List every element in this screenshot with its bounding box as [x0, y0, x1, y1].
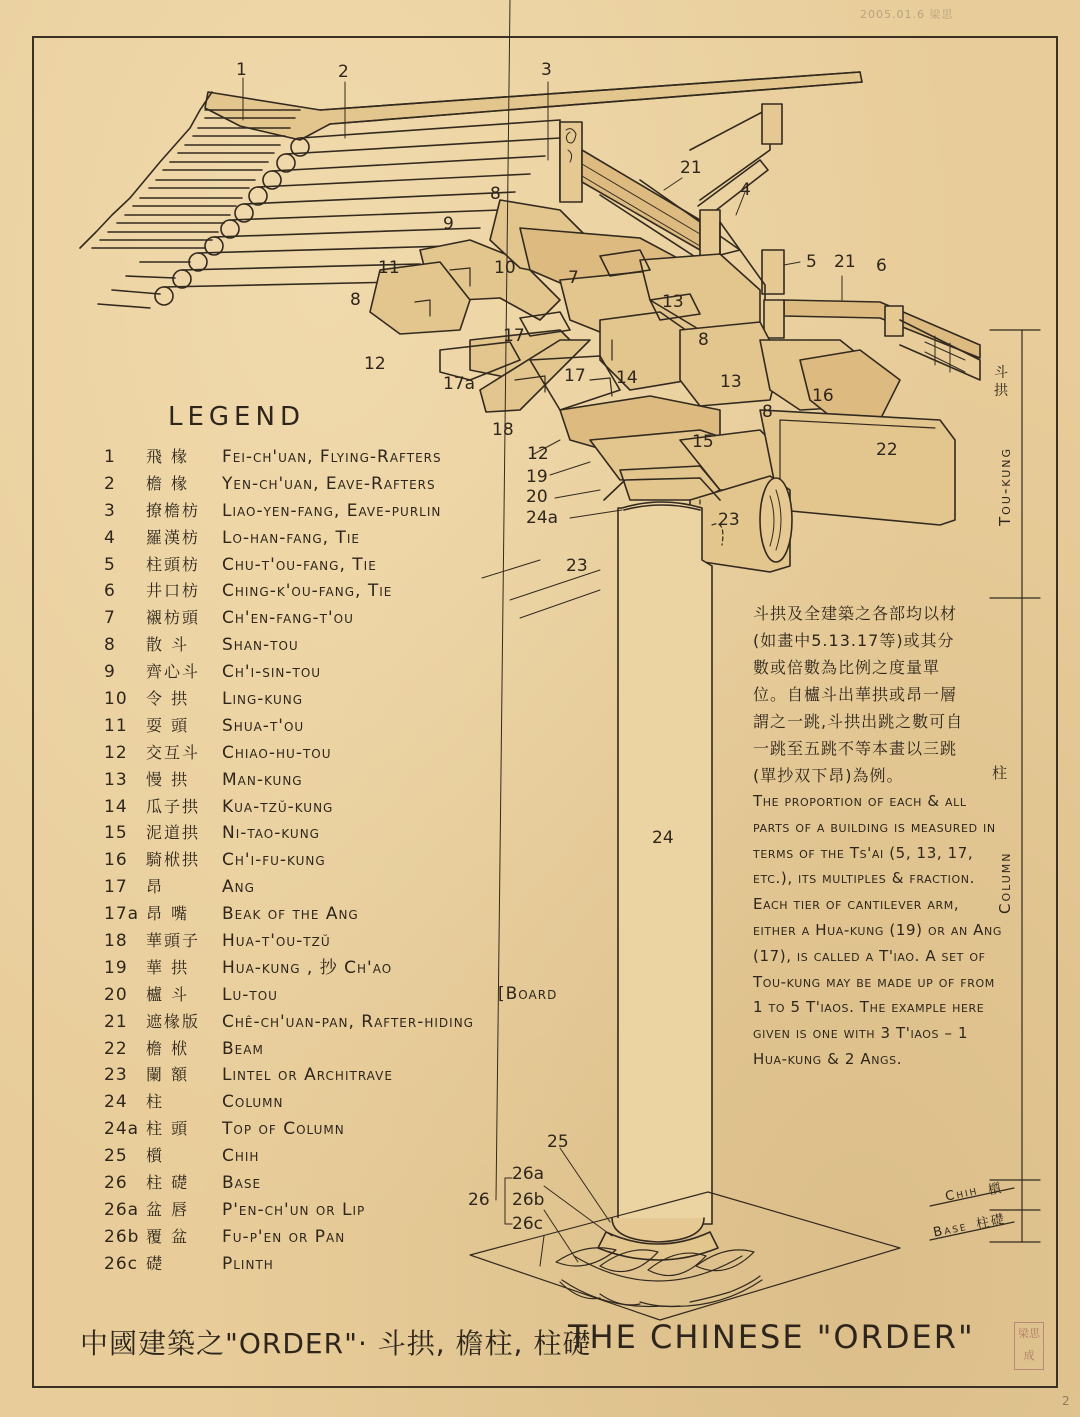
legend-title: LEGEND [168, 402, 305, 432]
legend-item [104, 1143, 594, 1170]
label-8-left: 8 [350, 290, 361, 310]
label-23-right: 23 [718, 510, 740, 530]
legend-item-chinese: 襯枋頭 [146, 608, 201, 628]
legend-item-chinese: 令 拱 [146, 689, 190, 709]
legend-item [104, 1062, 594, 1089]
footer-title-english: THE CHINESE "ORDER" [568, 1318, 975, 1356]
legend-item [104, 552, 594, 579]
side-label-chih: Chih [944, 1183, 980, 1205]
legend-item-chinese: 羅漢枋 [146, 527, 201, 547]
legend-item-romanized: Shan-tou [222, 635, 299, 656]
label-17-top: 17 [503, 326, 525, 346]
legend-item [104, 794, 594, 821]
note-chinese: 斗拱及全建築之各部均以材(如畫中5.13.17等)或其分數或倍數為比例之度量單位。自櫨斗出華拱或昂一層謂之一跳,斗拱出跳之數可自一跳至五跳不等本畫以三跳(單抄双下昂)為例。 [753, 604, 964, 785]
legend-item-chinese: 騎栿拱 [146, 850, 201, 870]
legend-item-chinese: 飛 椽 [146, 447, 190, 466]
legend-item-number: 20 [104, 984, 128, 1005]
legend-item [104, 1170, 594, 1197]
legend-item-chinese: 華頭子 [146, 931, 201, 951]
legend-item-romanized: Ang [222, 877, 255, 898]
label-8-mid: 8 [698, 330, 709, 350]
legend-board-continuation: [Board [498, 984, 558, 1004]
legend-item-chinese: 昂 [146, 877, 165, 897]
label-17a: 17a [443, 374, 476, 394]
legend-item-romanized: Beak of the Ang [222, 904, 359, 925]
legend-item-romanized: Lintel or Architrave [222, 1065, 393, 1086]
legend-item [104, 1251, 594, 1278]
label-14: 14 [616, 368, 638, 388]
legend-item-romanized: Column [222, 1092, 284, 1113]
legend-item-number: 9 [104, 662, 116, 683]
side-label-tou-kung-cn: 斗拱 [994, 365, 1010, 399]
pencil-annotation: 2005.01.6 梁思 [860, 8, 954, 21]
legend-item [104, 632, 594, 659]
legend-item-number: 26a [104, 1199, 140, 1220]
legend-item [104, 1089, 594, 1116]
legend-item-romanized: Yen-ch'uan, Eave-Rafters [222, 473, 436, 494]
label-21-right: 21 [834, 252, 856, 272]
legend-item-number: 25 [104, 1146, 128, 1167]
legend-item [104, 1224, 594, 1251]
legend-item-chinese: 撩檐枋 [146, 500, 201, 520]
legend-item-chinese: 柱 礎 [146, 1173, 190, 1193]
legend-item-number: 6 [104, 581, 116, 602]
label-8-top: 8 [490, 184, 501, 204]
legend-item [104, 498, 594, 525]
label-7: 7 [568, 268, 579, 288]
legend-item [104, 1197, 594, 1224]
legend-item-romanized: Ling-kung [222, 689, 304, 710]
legend-item-chinese: 井口枋 [146, 581, 201, 601]
legend-item-chinese: 檐 椽 [146, 473, 190, 493]
label-21-top: 21 [680, 158, 702, 178]
legend-item-number: 11 [104, 715, 128, 736]
legend-item-number: 17 [104, 877, 128, 898]
legend-item-number: 2 [104, 473, 116, 494]
legend-item-chinese: 瓜子拱 [146, 796, 201, 816]
legend-item-romanized: Shua-t'ou [222, 715, 305, 736]
legend-item-number: 8 [104, 635, 116, 656]
label-3: 3 [541, 60, 552, 80]
note-english: The proportion of each & all parts of a building is measured in terms of the Ts'ai (5, 13, 17, etc.), its multiples & fraction. Each tier of cantilever arm, either a Hua-kung (19) or an Ang (17), is called a T'iao. A set of Tou-kung may be made up of from 1 to 5 T'iaos. The example here given is one with 3 T'iaos – 1 Hua-kung & 2 Angs. [753, 792, 1002, 1068]
legend-item-number: 17a [104, 904, 140, 925]
legend-item [104, 955, 594, 982]
legend-item-chinese: 慢 拱 [146, 769, 190, 789]
legend-item-romanized: Ching-k'ou-fang, Tie [222, 581, 393, 602]
artist-seal: 梁思成 [1014, 1322, 1044, 1370]
label-12-mid: 12 [527, 444, 549, 464]
label-13-top: 13 [662, 292, 684, 312]
legend-item-chinese: 櫨 斗 [146, 984, 190, 1004]
label-19: 19 [526, 467, 548, 487]
legend-item [104, 1036, 594, 1063]
legend-item-chinese: 齊心斗 [146, 662, 201, 682]
side-label-base: Base [932, 1218, 969, 1241]
label-8-right: 8 [762, 402, 773, 422]
legend-item-romanized: Ch'i-sin-tou [222, 662, 322, 683]
legend-item-chinese: 柱頭枋 [146, 554, 201, 574]
legend-item [104, 874, 594, 901]
label-5: 5 [806, 252, 817, 272]
legend-item-romanized: Kua-tzŭ-kung [222, 796, 334, 817]
legend-item-number: 4 [104, 527, 116, 548]
legend-item-chinese: 盆 唇 [146, 1199, 190, 1219]
legend-item-number: 3 [104, 500, 116, 521]
legend-item-romanized: Hua-t'ou-tzŭ [222, 931, 331, 952]
legend-item-chinese: 柱 頭 [146, 1119, 190, 1139]
label-13-right: 13 [720, 372, 742, 392]
legend-item [104, 767, 594, 794]
legend-item-chinese: 交互斗 [146, 742, 201, 762]
label-24a: 24a [526, 508, 559, 528]
legend-item-romanized: Base [222, 1173, 262, 1194]
label-16: 16 [812, 386, 834, 406]
legend-item-number: 18 [104, 931, 128, 952]
legend-item-chinese: 闌 額 [146, 1065, 190, 1085]
legend-item-chinese: 華 拱 [146, 957, 190, 977]
legend-item-chinese: 散 斗 [146, 635, 190, 655]
legend-item-number: 13 [104, 769, 128, 790]
legend-item [104, 740, 594, 767]
legend-item-romanized: Lo-han-fang, Tie [222, 527, 360, 548]
legend-item-romanized: Beam [222, 1038, 264, 1059]
legend-item [104, 444, 594, 471]
label-24: 24 [652, 828, 674, 848]
label-10: 10 [494, 258, 516, 278]
label-26b: 26b [512, 1190, 545, 1210]
legend-item-number: 24a [104, 1119, 140, 1140]
label-26c: 26c [512, 1214, 543, 1234]
legend-item-romanized: Chu-t'ou-fang, Tie [222, 554, 377, 575]
label-1: 1 [236, 60, 247, 80]
legend-item [104, 847, 594, 874]
label-4: 4 [740, 180, 751, 200]
label-25: 25 [547, 1132, 569, 1152]
legend-item-number: 26c [104, 1253, 138, 1274]
label-22: 22 [876, 440, 898, 460]
legend-item-number: 22 [104, 1038, 128, 1059]
legend-item-number: 23 [104, 1065, 128, 1086]
label-17-mid: 17 [564, 366, 586, 386]
label-26a: 26a [512, 1164, 545, 1184]
legend-item-chinese: 泥道拱 [146, 823, 201, 843]
legend-item-number: 24 [104, 1092, 128, 1113]
legend-item-romanized: Fei-ch'uan, Flying-Rafters [222, 447, 442, 467]
side-label-tou-kung: Tou-kung [996, 446, 1014, 526]
legend-item-romanized: Top of Column [222, 1119, 345, 1140]
legend-item [104, 525, 594, 552]
label-6: 6 [876, 256, 887, 276]
label-12-left: 12 [364, 354, 386, 374]
legend-item-number: 26 [104, 1173, 128, 1194]
legend-item-romanized: Ch'en-fang-t'ou [222, 608, 354, 629]
legend-item [104, 901, 594, 928]
page-mark: 2 [1062, 1394, 1070, 1408]
legend-item-chinese: 礎 [146, 1253, 165, 1273]
legend-item [104, 471, 594, 498]
legend-item-number: 14 [104, 796, 128, 817]
legend-item [104, 578, 594, 605]
legend-item-number: 19 [104, 957, 128, 978]
side-label-chih-cn: 櫍 [986, 1180, 1005, 1199]
legend-item-number: 10 [104, 689, 128, 710]
legend-item-number: 21 [104, 1011, 128, 1032]
legend-item-chinese: 櫍 [146, 1146, 165, 1166]
legend-item-number: 1 [104, 447, 116, 467]
legend-item-chinese: 昂 嘴 [146, 904, 190, 924]
legend-item-number: 16 [104, 850, 128, 871]
legend-item [104, 659, 594, 686]
legend-item-romanized: Plinth [222, 1253, 274, 1274]
legend-item-romanized: Man-kung [222, 769, 303, 790]
legend-item-number: 15 [104, 823, 128, 844]
legend-item-chinese: 檐 栿 [146, 1038, 190, 1058]
label-18: 18 [492, 420, 514, 440]
label-23-left: 23 [566, 556, 588, 576]
legend-item [104, 1116, 594, 1143]
label-20: 20 [526, 487, 548, 507]
legend-item-romanized: Chê-ch'uan-pan, Rafter-hiding [222, 1011, 474, 1032]
side-label-base-cn: 柱礎 [974, 1211, 1008, 1233]
legend-item-chinese: 遮椽版 [146, 1011, 201, 1031]
legend-item-chinese: 耍 頭 [146, 715, 190, 735]
legend-item-romanized: Fu-p'en or Pan [222, 1226, 346, 1247]
legend-item-number: 26b [104, 1226, 140, 1247]
legend-item-chinese: 柱 [146, 1092, 165, 1112]
legend-item [104, 928, 594, 955]
label-11: 11 [378, 258, 400, 278]
legend-item-romanized: Ni-tao-kung [222, 823, 320, 844]
legend-item-number: 5 [104, 554, 116, 575]
legend-item-number: 7 [104, 608, 116, 629]
legend-item-romanized: P'en-ch'un or Lip [222, 1199, 366, 1220]
legend-item-romanized: Chiao-hu-tou [222, 742, 332, 763]
legend-item [104, 713, 594, 740]
legend-item-romanized: Liao-yen-fang, Eave-purlin [222, 500, 442, 521]
side-label-column: Column [996, 851, 1014, 914]
legend-item [104, 820, 594, 847]
legend-item-chinese: 覆 盆 [146, 1226, 190, 1246]
footer-title-chinese: 中國建築之"ORDER"· 斗拱, 檐柱, 柱礎 [80, 1327, 592, 1360]
legend-item [104, 605, 594, 632]
label-9: 9 [443, 214, 454, 234]
legend-item [104, 1009, 594, 1036]
label-26: 26 [468, 1190, 490, 1210]
legend-item-romanized: Hua-kung , 抄 Ch'ao [222, 957, 393, 978]
legend-item-number: 12 [104, 742, 128, 763]
legend-list [104, 444, 594, 1278]
legend-item-romanized: Ch'i-fu-kung [222, 850, 326, 871]
legend-item [104, 686, 594, 713]
legend-item-romanized: Lu-tou [222, 984, 278, 1005]
legend-item-romanized: Chih [222, 1146, 260, 1167]
side-label-column-cn: 柱 [992, 764, 1010, 782]
label-15: 15 [692, 432, 714, 452]
label-2: 2 [338, 62, 349, 82]
